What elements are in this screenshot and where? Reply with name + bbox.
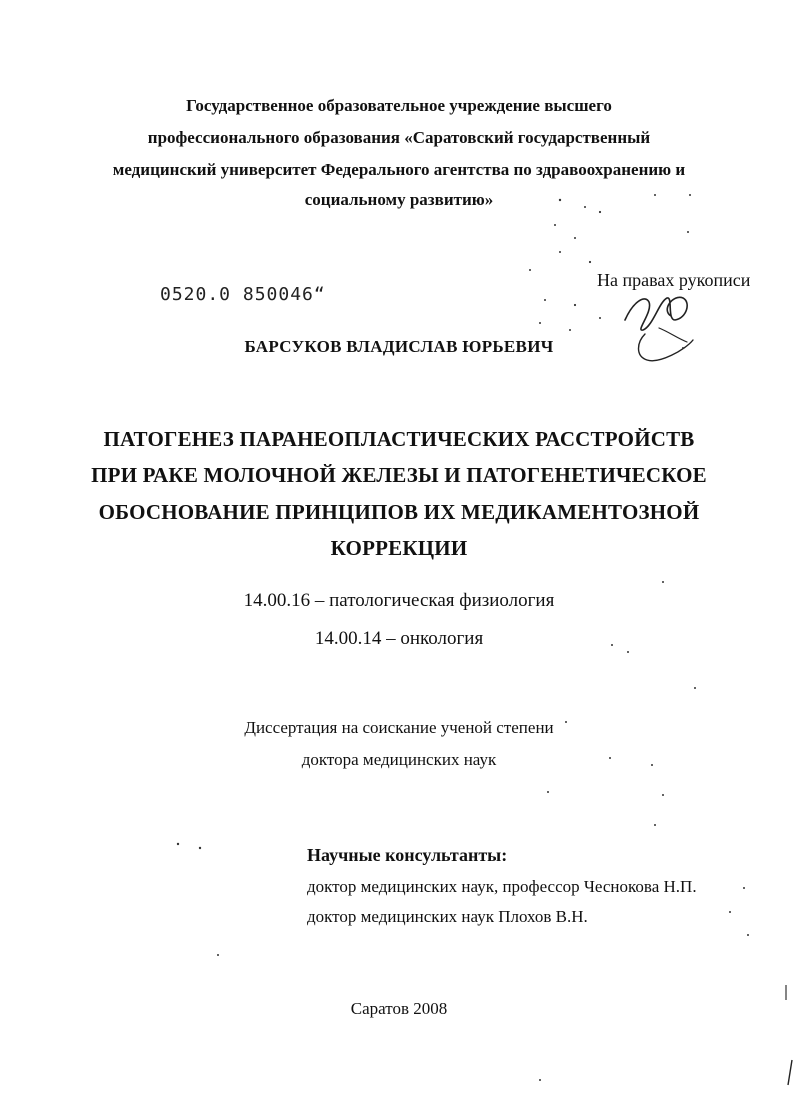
- city-year: Саратов 2008: [350, 999, 448, 1018]
- title-line-3: ОБОСНОВАНИЕ ПРИНЦИПОВ ИХ МЕДИКАМЕНТОЗНОЙ: [98, 500, 700, 524]
- dissertation-degree-line-2: доктора медицинских наук: [301, 750, 497, 769]
- institution-line-1: Государственное образовательное учреждение высшего: [186, 96, 612, 115]
- dissertation-degree-line-1: Диссертация на соискание ученой степени: [244, 718, 554, 737]
- title-line-2: ПРИ РАКЕ МОЛОЧНОЙ ЖЕЛЕЗЫ И ПАТОГЕНЕТИЧЕСКОЕ: [91, 463, 707, 487]
- institution-line-4: социальному развитию»: [304, 190, 494, 209]
- rights-label: На правах рукописи: [597, 270, 751, 290]
- consultant-1: доктор медицинских наук, профессор Чеснокова Н.П.: [307, 877, 697, 896]
- title-line-4: КОРРЕКЦИИ: [330, 536, 468, 560]
- institution-line-3: медицинский университет Федерального агентства по здравоохранению и: [112, 160, 686, 179]
- title-line-1: ПАТОГЕНЕЗ ПАРАНЕОПЛАСТИЧЕСКИХ РАССТРОЙСТВ: [103, 427, 695, 451]
- specialty-2: 14.00.14 – онкология: [314, 628, 484, 649]
- consultant-2: доктор медицинских наук Плохов В.Н.: [307, 907, 588, 926]
- specialty-1: 14.00.16 – патологическая физиология: [243, 590, 555, 611]
- author-name: БАРСУКОВ ВЛАДИСЛАВ ЮРЬЕВИЧ: [244, 337, 554, 356]
- institution-line-2: профессионального образования «Саратовский государственный: [147, 128, 651, 147]
- library-stamp-code: 0520.0 850046“: [160, 284, 326, 305]
- consultants-heading: Научные консультанты:: [307, 845, 508, 865]
